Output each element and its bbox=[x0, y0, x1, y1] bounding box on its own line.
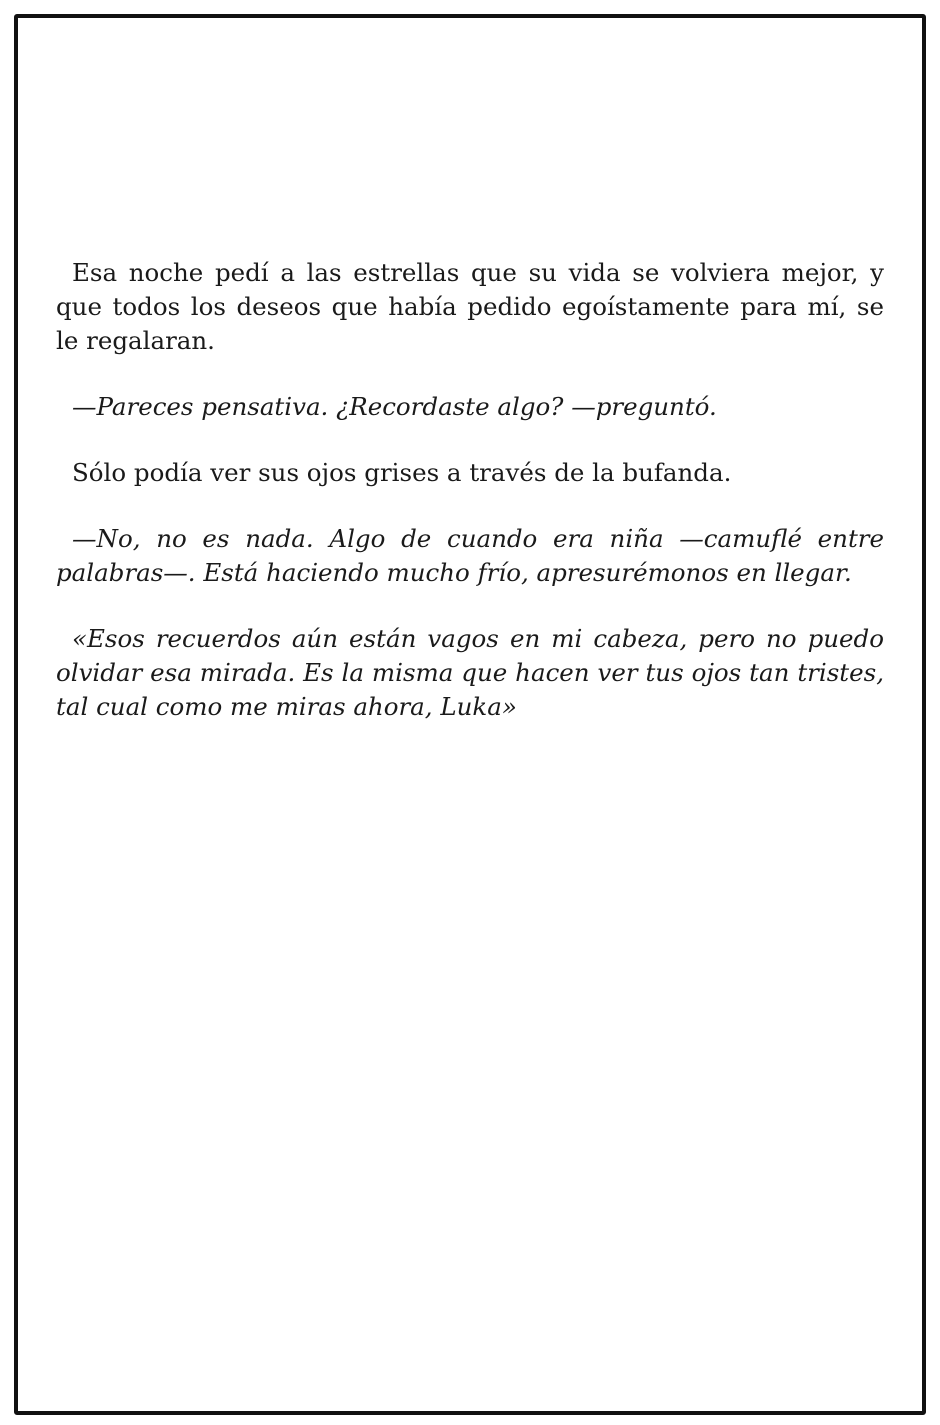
dialogue-paragraph-question: —Pareces pensativa. ¿Recordaste algo? —preguntó. bbox=[72, 392, 717, 421]
text-body bbox=[56, 256, 884, 756]
dialogue-paragraph-answer: —No, no es nada. Algo de cuando era niña —camuflé entre palabras—. Está haciendo mucho frío, apresurémonos en llegar. bbox=[56, 524, 884, 587]
thought-paragraph-memory: «Esos recuerdos aún están vagos en mi cabeza, pero no puedo olvidar esa mirada. Es la misma que hacen ver tus ojos tan tristes, tal cual como me miras ahora, Luka» bbox=[56, 624, 884, 721]
narration-paragraph-wish: Esa noche pedí a las estrellas que su vida se volviera mejor, y que todos los deseos que había pedido egoístamente para mí, se le regalaran. bbox=[56, 258, 884, 355]
narration-paragraph-scarf: Sólo podía ver sus ojos grises a través de la bufanda. bbox=[72, 458, 732, 487]
